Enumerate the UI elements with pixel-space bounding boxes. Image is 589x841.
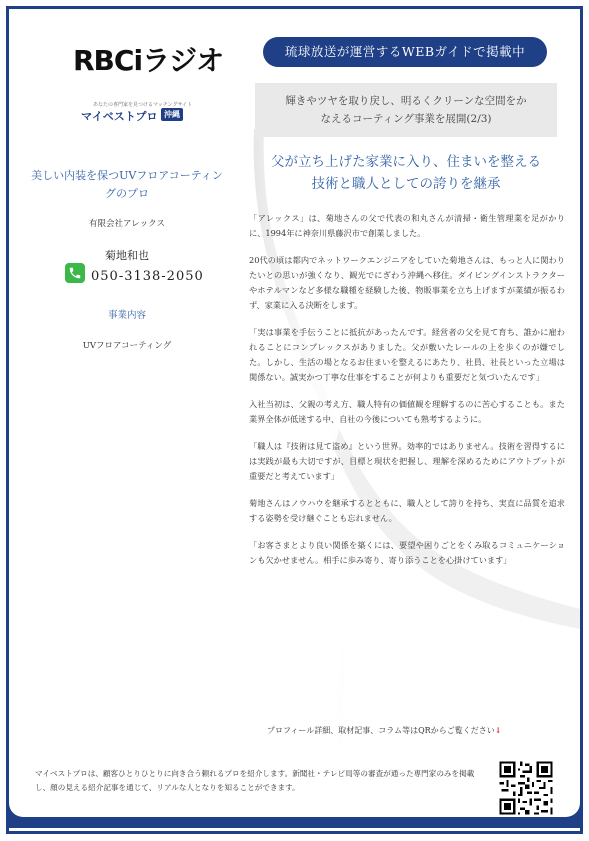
paragraph: 「アレックス」は、菊地さんの父で代表の和丸さんが清掃・衛生管理業を足がかりに、1994年に神奈川県藤沢市で創業しました。 xyxy=(249,213,565,238)
pro-category: 美しい内装を保つUVフロアコーティングのプロ xyxy=(31,169,223,200)
page-frame xyxy=(6,6,583,834)
broadcast-badge: 琉球放送が運営するWEBガイドで掲載中 xyxy=(263,37,547,67)
footer xyxy=(9,749,580,828)
person-name: 菊地和也 xyxy=(105,249,149,262)
arrow-down-icon: ↓ xyxy=(494,725,502,735)
paragraph: 「職人は『技術は見て盗め』という世界。効率的ではありません。技術を習得するには実践が最も大切ですが、目標と現状を把握し、理解を深めるためにアウトプットが重要だと考えています」 xyxy=(249,441,565,481)
article-body xyxy=(249,211,565,580)
subtitle-line-1: 輝きやツヤを取り戻し、明るくクリーンな空間をか xyxy=(285,95,527,107)
company-name: 有限会社アレックス xyxy=(89,219,165,229)
paragraph: 「実は事業を手伝うことに抵抗があったんです。経営者の父を見て育ち、誰かに雇われることにコンプレックスがありました。父が敷いたレールの上を歩くのが嫌でした。しかし、生活の場となるお住まいを整えるにあたり、社員、社長といった立場は関係ない。誠実かつ丁寧な仕事をすることが何よりも重要だと気づいたんです」 xyxy=(249,327,565,382)
qr-code-icon[interactable] xyxy=(497,759,555,817)
business-label: 事業内容 xyxy=(107,310,146,321)
qr-note xyxy=(267,725,501,736)
phone-icon xyxy=(65,263,85,283)
region-tag: 沖縄 xyxy=(161,108,183,121)
rbc-iradio-logo: RBCiラジオ xyxy=(73,44,224,77)
mybestpro-wordmark: マイベストプロ xyxy=(81,110,158,123)
qr-note-text: プロフィール詳細、取材記事、コラム等はQRからご覧ください xyxy=(267,726,495,735)
paragraph: 菊地さんはノウハウを継承するとともに、職人として誇りを持ち、実直に品質を追求する姿勢を受け継ぐことも忘れません。 xyxy=(249,498,565,523)
business-value: UVフロアコーティング xyxy=(82,341,172,351)
footer-description: マイベストプロは、顧客ひとりひとりに向き合う頼れるプロを紹介します。新聞社・テレビ局等の審査が通った専門家のみを掲載し、顔の見える紹介記事を通じて、リアルな人となりを知ることができます。 xyxy=(35,769,475,792)
profile-sidebar xyxy=(9,9,235,749)
paragraph: 入社当初は、父親の考え方、職人特有の価値観を理解するのに苦心することも。また業界全体が低迷する中、自社の今後についても熟考するように。 xyxy=(249,399,565,424)
paragraph: 「お客さまとより良い関係を築くには、要望や困りごとをくみ取るコミュニケーションも欠かせません。相手に歩み寄り、寄り添うことを心掛けています」 xyxy=(249,540,565,565)
footer-panel xyxy=(9,749,580,817)
headline-line-1: 父が立ち上げた家業に入り、住まいを整える xyxy=(271,154,541,170)
phone-number[interactable]: 050-3138-2050 xyxy=(91,269,204,284)
article-subtitle xyxy=(255,83,557,137)
article-headline xyxy=(243,151,569,195)
subtitle-line-2: なえるコーティング事業を展開(2/3) xyxy=(320,113,492,125)
mybestpro-okinawa-logo xyxy=(81,101,201,127)
mybestpro-tagline: あなたの専門家を見つけるマッチングサイト xyxy=(93,102,193,108)
paragraph: 20代の頃は都内でネットワークエンジニアをしていた菊地さんは、もっと人に関わりたいとの思いが強くなり、観光でにぎわう沖縄へ移住。ダイビングインストラクターやホテルマンなど多様な職種を経験した後、物販事業を立ち上げますが業績が振るわず、家業に入る決断をします。 xyxy=(249,255,565,310)
headline-line-2: 技術と職人としての誇りを継承 xyxy=(311,176,501,192)
